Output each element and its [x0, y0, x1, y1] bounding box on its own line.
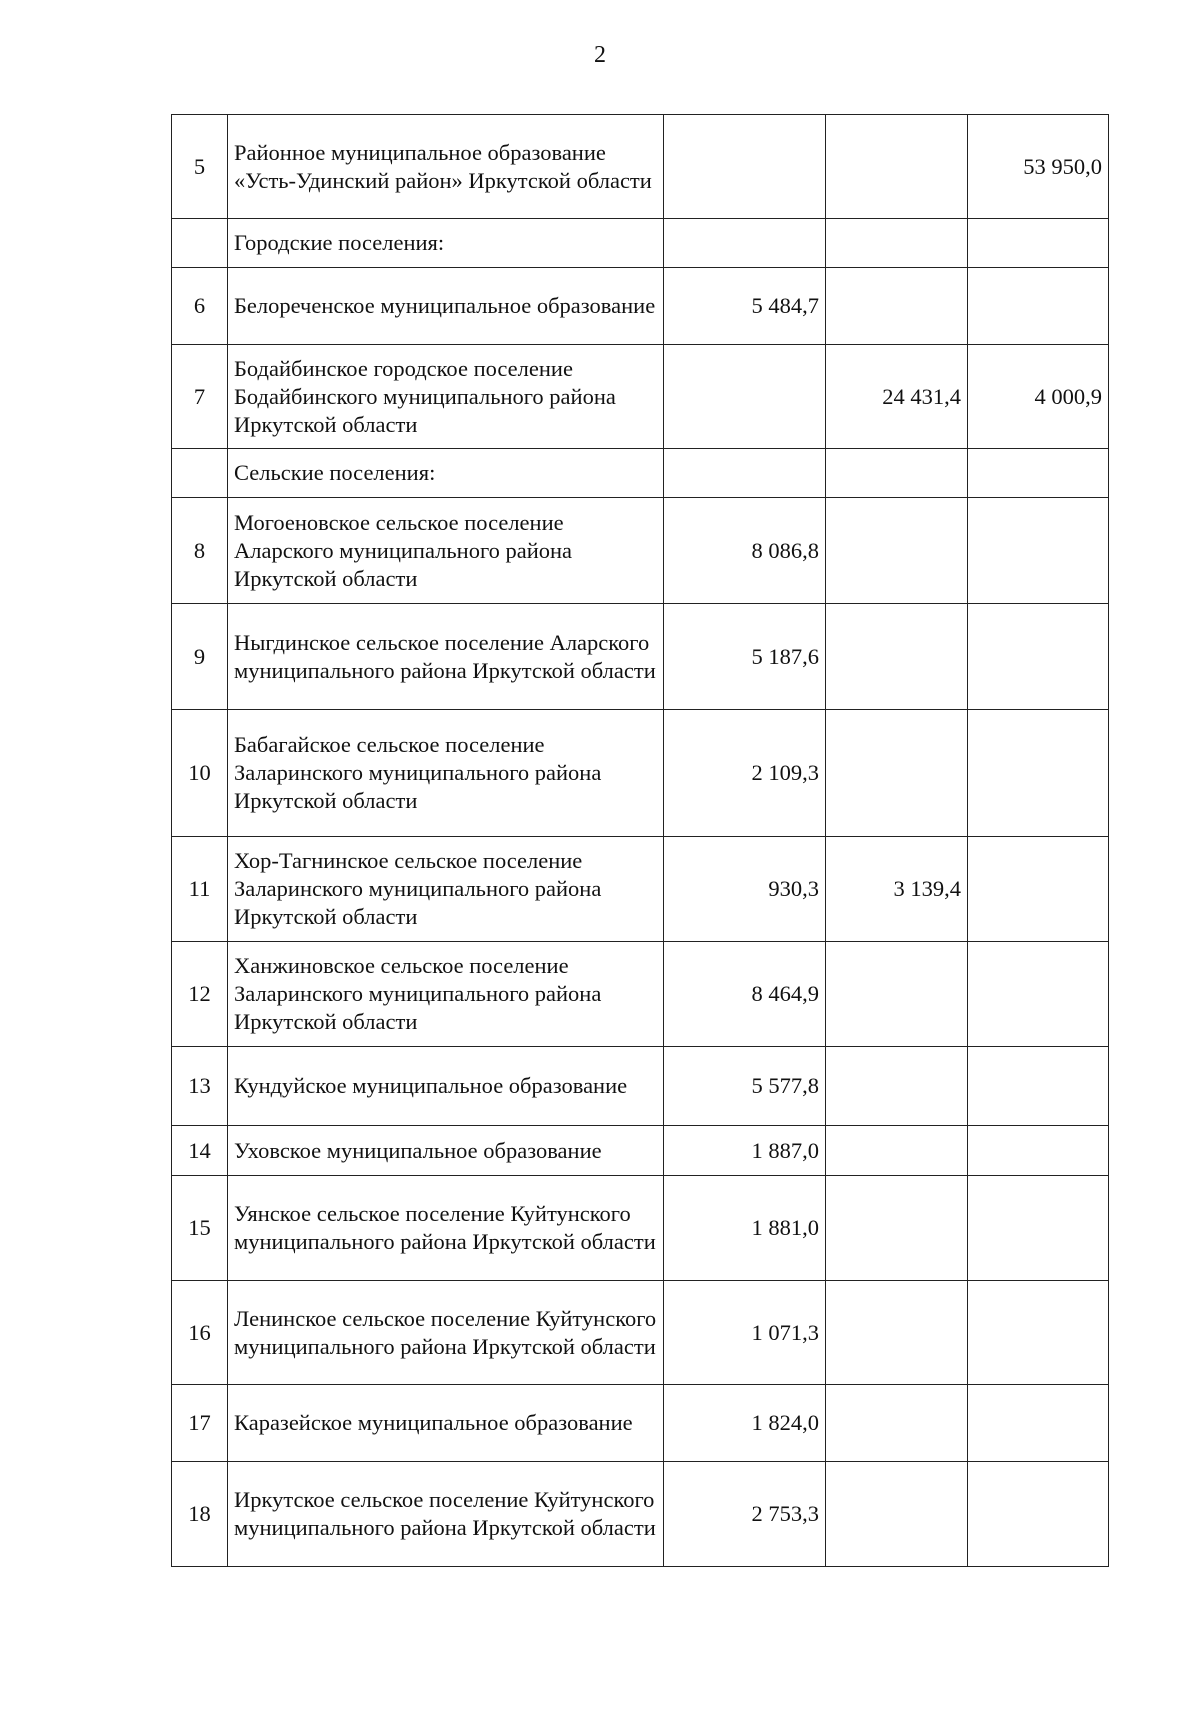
value-col-1: 1 824,0 — [664, 1385, 826, 1462]
row-number — [172, 219, 228, 268]
municipality-name: Ныгдинское сельское поселение Аларского муниципального района Иркутской области — [228, 604, 664, 710]
value-col-1: 5 484,7 — [664, 268, 826, 345]
value-col-3 — [968, 268, 1109, 345]
value-col-3 — [968, 1385, 1109, 1462]
table-row — [172, 498, 1109, 604]
municipality-name: Бабагайское сельское поселение Заларинского муниципального района Иркутской области — [228, 710, 664, 837]
row-number — [172, 449, 228, 498]
value-col-3 — [968, 1176, 1109, 1281]
row-number: 7 — [172, 345, 228, 449]
municipality-name: Бодайбинское городское поселение Бодайбинского муниципального района Иркутской области — [228, 345, 664, 449]
municipality-name: Белореченское муниципальное образование — [228, 268, 664, 345]
value-col-2 — [826, 1047, 968, 1126]
value-col-1: 1 887,0 — [664, 1126, 826, 1176]
row-number: 12 — [172, 942, 228, 1047]
municipality-name: Ханжиновское сельское поселение Заларинского муниципального района Иркутской области — [228, 942, 664, 1047]
row-number: 5 — [172, 115, 228, 219]
table-row — [172, 1176, 1109, 1281]
table-row — [172, 710, 1109, 837]
value-col-1 — [664, 219, 826, 268]
municipality-name: Уховское муниципальное образование — [228, 1126, 664, 1176]
row-number: 13 — [172, 1047, 228, 1126]
table-row — [172, 1281, 1109, 1385]
value-col-3 — [968, 942, 1109, 1047]
value-col-2 — [826, 268, 968, 345]
value-col-3: 53 950,0 — [968, 115, 1109, 219]
table-row — [172, 1047, 1109, 1126]
value-col-1: 1 071,3 — [664, 1281, 826, 1385]
value-col-3 — [968, 449, 1109, 498]
value-col-2 — [826, 604, 968, 710]
value-col-3: 4 000,9 — [968, 345, 1109, 449]
page-number: 2 — [594, 42, 606, 68]
municipality-name: Ленинское сельское поселение Куйтунского муниципального района Иркутской области — [228, 1281, 664, 1385]
value-col-3 — [968, 1281, 1109, 1385]
value-col-3 — [968, 837, 1109, 942]
value-col-2: 24 431,4 — [826, 345, 968, 449]
section-heading: Сельские поселения: — [228, 449, 664, 498]
municipality-name: Кундуйское муниципальное образование — [228, 1047, 664, 1126]
section-heading: Городские поселения: — [228, 219, 664, 268]
value-col-2 — [826, 1385, 968, 1462]
table-row — [172, 1462, 1109, 1567]
value-col-1: 8 464,9 — [664, 942, 826, 1047]
value-col-2 — [826, 498, 968, 604]
table-row — [172, 268, 1109, 345]
value-col-2 — [826, 1176, 968, 1281]
row-number: 11 — [172, 837, 228, 942]
value-col-2 — [826, 1126, 968, 1176]
table-row — [172, 345, 1109, 449]
table-row — [172, 1126, 1109, 1176]
value-col-1 — [664, 115, 826, 219]
allocation-table — [171, 114, 1109, 1567]
municipality-name: Могоеновское сельское поселение Аларского муниципального района Иркутской области — [228, 498, 664, 604]
value-col-2 — [826, 1281, 968, 1385]
municipality-name: Каразейское муниципальное образование — [228, 1385, 664, 1462]
municipality-name: Районное муниципальное образование «Усть-Удинский район» Иркутской области — [228, 115, 664, 219]
row-number: 8 — [172, 498, 228, 604]
table-row — [172, 115, 1109, 219]
row-number: 14 — [172, 1126, 228, 1176]
value-col-1: 5 187,6 — [664, 604, 826, 710]
value-col-3 — [968, 219, 1109, 268]
value-col-1: 2 109,3 — [664, 710, 826, 837]
value-col-3 — [968, 1047, 1109, 1126]
table-row — [172, 1385, 1109, 1462]
municipality-name: Иркутское сельское поселение Куйтунского муниципального района Иркутской области — [228, 1462, 664, 1567]
value-col-1: 5 577,8 — [664, 1047, 826, 1126]
value-col-2 — [826, 115, 968, 219]
row-number: 18 — [172, 1462, 228, 1567]
value-col-2 — [826, 1462, 968, 1567]
value-col-3 — [968, 498, 1109, 604]
row-number: 17 — [172, 1385, 228, 1462]
row-number: 16 — [172, 1281, 228, 1385]
value-col-3 — [968, 710, 1109, 837]
row-number: 10 — [172, 710, 228, 837]
value-col-2 — [826, 219, 968, 268]
value-col-2 — [826, 449, 968, 498]
value-col-1: 1 881,0 — [664, 1176, 826, 1281]
section-row — [172, 449, 1109, 498]
municipality-name: Хор-Тагнинское сельское поселение Заларинского муниципального района Иркутской области — [228, 837, 664, 942]
value-col-3 — [968, 1462, 1109, 1567]
row-number: 6 — [172, 268, 228, 345]
row-number: 9 — [172, 604, 228, 710]
value-col-1 — [664, 345, 826, 449]
section-row — [172, 219, 1109, 268]
value-col-2 — [826, 942, 968, 1047]
municipality-name: Уянское сельское поселение Куйтунского муниципального района Иркутской области — [228, 1176, 664, 1281]
value-col-1 — [664, 449, 826, 498]
value-col-1: 8 086,8 — [664, 498, 826, 604]
value-col-3 — [968, 604, 1109, 710]
table-row — [172, 942, 1109, 1047]
table-row — [172, 837, 1109, 942]
row-number: 15 — [172, 1176, 228, 1281]
value-col-1: 2 753,3 — [664, 1462, 826, 1567]
table-row — [172, 604, 1109, 710]
value-col-2 — [826, 710, 968, 837]
value-col-1: 930,3 — [664, 837, 826, 942]
value-col-3 — [968, 1126, 1109, 1176]
value-col-2: 3 139,4 — [826, 837, 968, 942]
